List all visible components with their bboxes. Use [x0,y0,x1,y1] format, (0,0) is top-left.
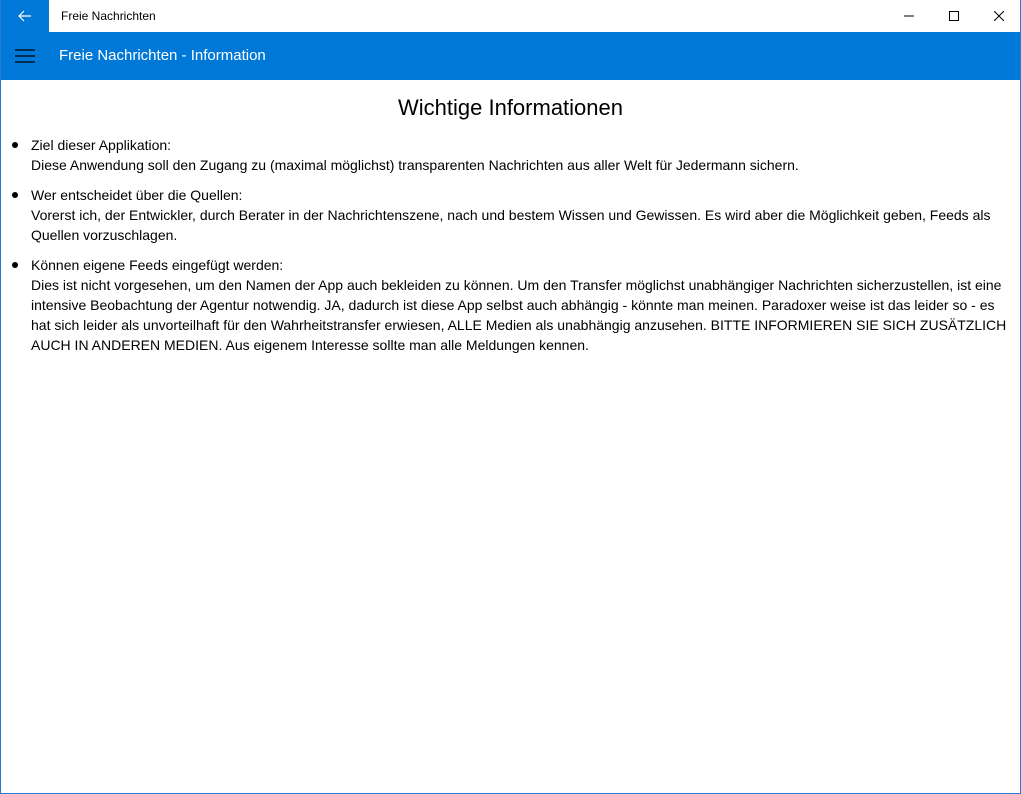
content-heading: Wichtige Informationen [398,95,623,120]
maximize-icon [949,11,959,21]
item-body: Dies ist nicht vorgesehen, um den Namen der App auch bekleiden zu können. Um den Transfer möglichst unabhängiger Nachrichten sicherzustellen, ist eine intensive Beobachtung der Agentur notwendig. JA, dadurch ist diese App selbst auch abhängig - könnte man meinen. Paradoxer weise ist das leider so - es hat sich leider als unvorteilhaft für den Wahrheitstransfer erwiesen, ALLE Medien als unabhängig anzusehen. BITTE INFORMIEREN SIE SICH ZUSÄTZLICH AUCH IN ANDEREN MEDIEN. Aus eigenem Interesse sollte man alle Meldungen kennen. [31,277,1007,353]
arrow-left-icon [18,10,32,22]
bullet-icon [12,142,18,148]
item-body: Diese Anwendung soll den Zugang zu (maximal möglichst) transparenten Nachrichten aus aller Welt für Jedermann sichern. [31,157,799,173]
list-item [1,255,1020,355]
menu-button[interactable] [1,32,49,80]
app-header [1,32,1020,80]
window-title: Freie Nachrichten [61,9,156,23]
item-title: Ziel dieser Applikation: [31,137,172,153]
maximize-button[interactable] [931,0,977,32]
hamburger-icon [15,49,35,63]
page-title: Freie Nachrichten - Information [59,47,266,64]
minimize-icon [904,11,914,21]
item-body: Vorerst ich, der Entwickler, durch Berater in der Nachrichtenszene, nach und bestem Wissen und Gewissen. Es wird aber die Möglichkeit geben, Feeds als Quellen vorzuschlagen. [31,207,991,243]
minimize-button[interactable] [886,0,932,32]
bullet-icon [12,262,18,268]
content-area [1,80,1020,365]
info-list [1,135,1020,355]
title-bar [1,0,1020,32]
list-item [1,135,1020,175]
bullet-icon [12,192,18,198]
close-button[interactable] [976,0,1021,32]
item-title: Können eigene Feeds eingefügt werden: [31,257,284,273]
back-button[interactable] [1,0,49,32]
item-title: Wer entscheidet über die Quellen: [31,187,243,203]
list-item [1,185,1020,245]
close-icon [994,11,1004,21]
